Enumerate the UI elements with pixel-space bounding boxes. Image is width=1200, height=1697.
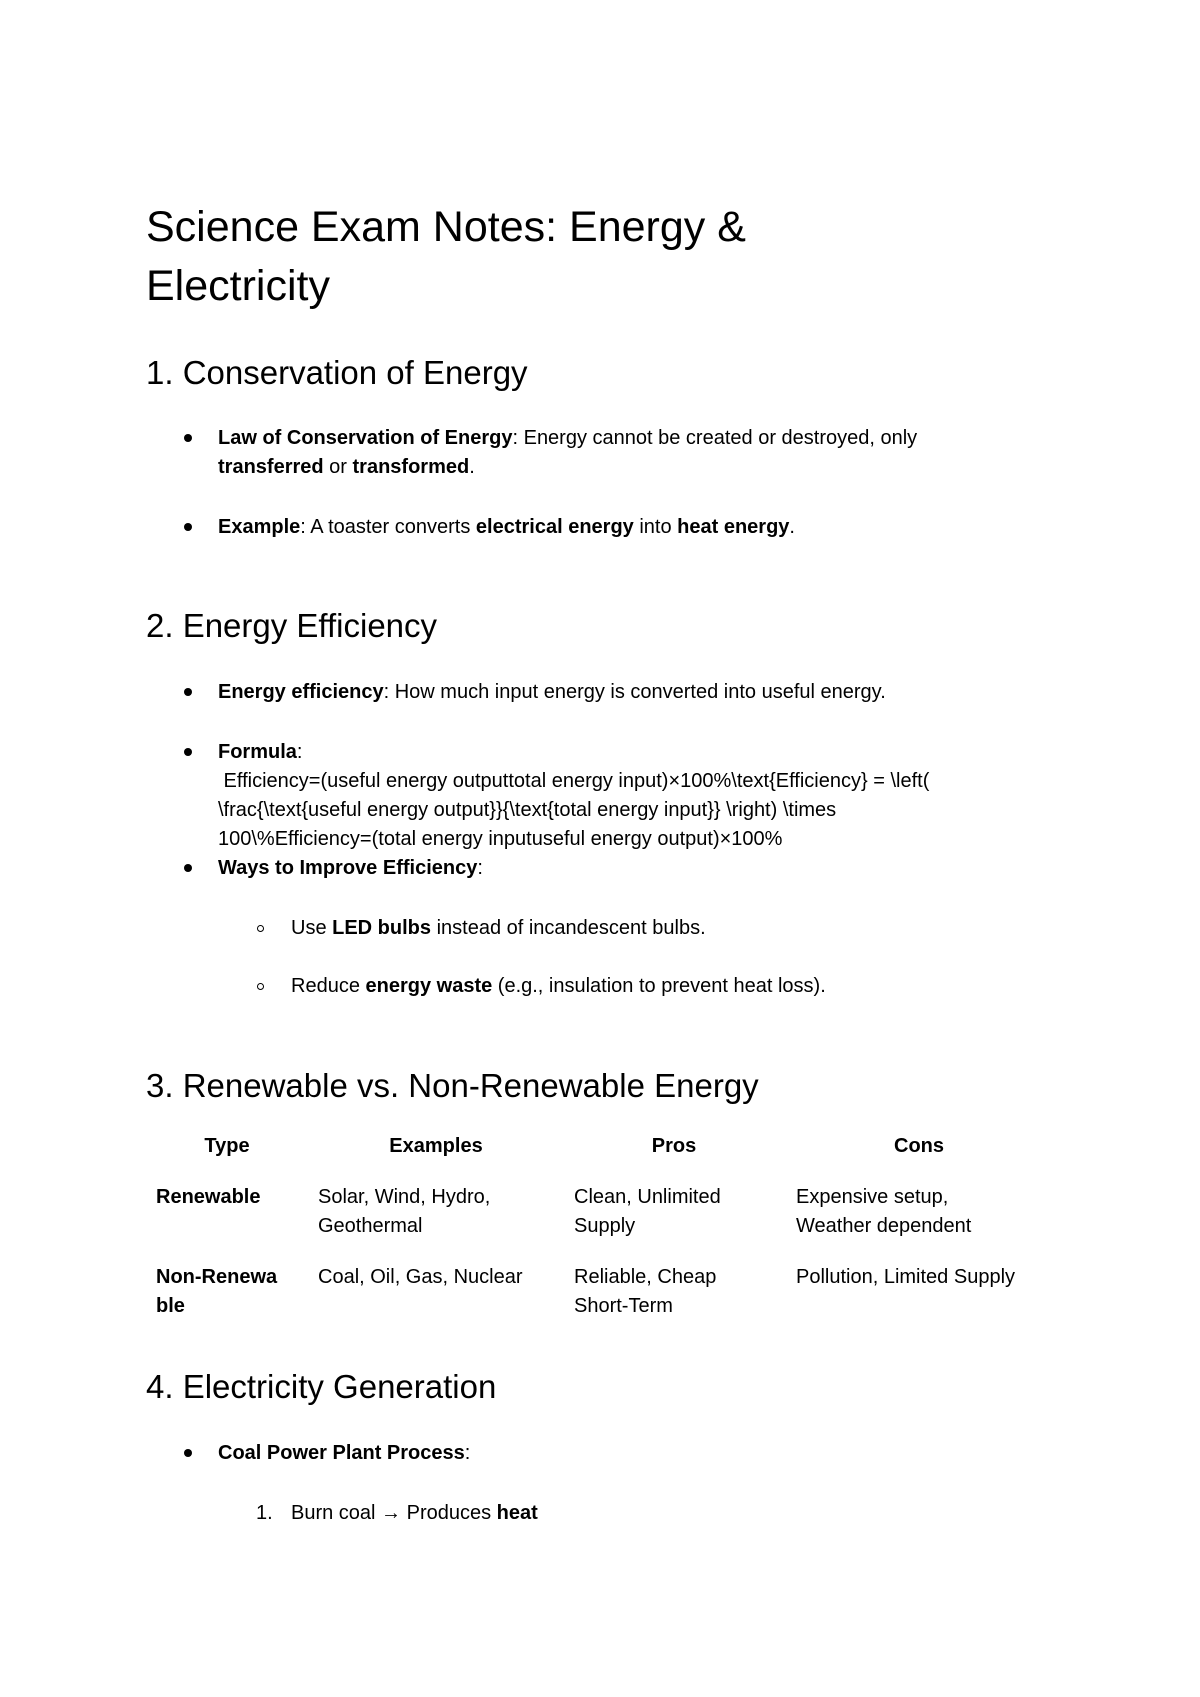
table-cell-cons: Pollution, Limited Supply: [796, 1266, 1016, 1288]
circle-bullet-icon: [257, 983, 264, 990]
table-row: Renewable: [156, 1186, 261, 1208]
bullet-icon: [184, 434, 192, 442]
s2-sub-bullet-2: Reduce energy waste (e.g., insulation to prevent heat loss).: [291, 975, 826, 997]
s4-step-1: Burn coal → Produces heat: [291, 1502, 538, 1524]
document-title-line-2: Electricity: [146, 262, 330, 310]
section-4-heading: 4. Electricity Generation: [146, 1368, 497, 1405]
section-1-heading: 1. Conservation of Energy: [146, 354, 528, 391]
table-cell-examples: Coal, Oil, Gas, Nuclear: [318, 1266, 523, 1288]
document-title-line-1: Science Exam Notes: Energy &: [146, 203, 746, 251]
formula-line-1: Efficiency=(useful energy outputtotal energy input)×100%\text{Efficiency} = \left(: [218, 770, 930, 792]
bullet-icon: [184, 748, 192, 756]
s2-bullet-3: Ways to Improve Efficiency:: [218, 857, 483, 879]
s1-bullet-2: Example: A toaster converts electrical energy into heat energy.: [218, 516, 795, 538]
s4-bullet-1: Coal Power Plant Process:: [218, 1442, 471, 1464]
s4-step-1-number: 1.: [256, 1502, 273, 1524]
bullet-icon: [184, 688, 192, 696]
table-header-type: Type: [204, 1135, 250, 1157]
section-3-heading: 3. Renewable vs. Non-Renewable Energy: [146, 1067, 759, 1104]
table-cell-cons: Expensive setup, Weather dependent: [796, 1186, 972, 1237]
table-header-cons: Cons: [894, 1135, 944, 1157]
bullet-icon: [184, 523, 192, 531]
table-cell-pros: Clean, Unlimited Supply: [574, 1186, 721, 1237]
table-header-examples: Examples: [389, 1135, 483, 1157]
s1-bullet-1-line-2: transferred or transformed.: [218, 456, 475, 478]
formula-line-2: \frac{\text{useful energy output}}{\text{total energy input}} \right) \times: [218, 799, 837, 821]
table-cell-pros: Reliable, Cheap Short-Term: [574, 1266, 717, 1317]
circle-bullet-icon: [257, 925, 264, 932]
table-cell-examples: Solar, Wind, Hydro, Geothermal: [318, 1186, 491, 1237]
s2-bullet-formula-label: Formula:: [218, 741, 303, 763]
s2-sub-bullet-1: Use LED bulbs instead of incandescent bulbs.: [291, 917, 706, 939]
table-row: Non-Renewa ble: [156, 1266, 278, 1317]
s2-bullet-1: Energy efficiency: How much input energy is converted into useful energy.: [218, 681, 886, 703]
bullet-icon: [184, 864, 192, 872]
table-header-pros: Pros: [651, 1135, 697, 1157]
section-2-heading: 2. Energy Efficiency: [146, 607, 438, 644]
formula-line-3: 100\%Efficiency=(total energy inputuseful energy output)×100%: [218, 828, 783, 850]
bullet-icon: [184, 1449, 192, 1457]
s1-bullet-1-line-1: Law of Conservation of Energy: Energy cannot be created or destroyed, only: [218, 427, 918, 449]
